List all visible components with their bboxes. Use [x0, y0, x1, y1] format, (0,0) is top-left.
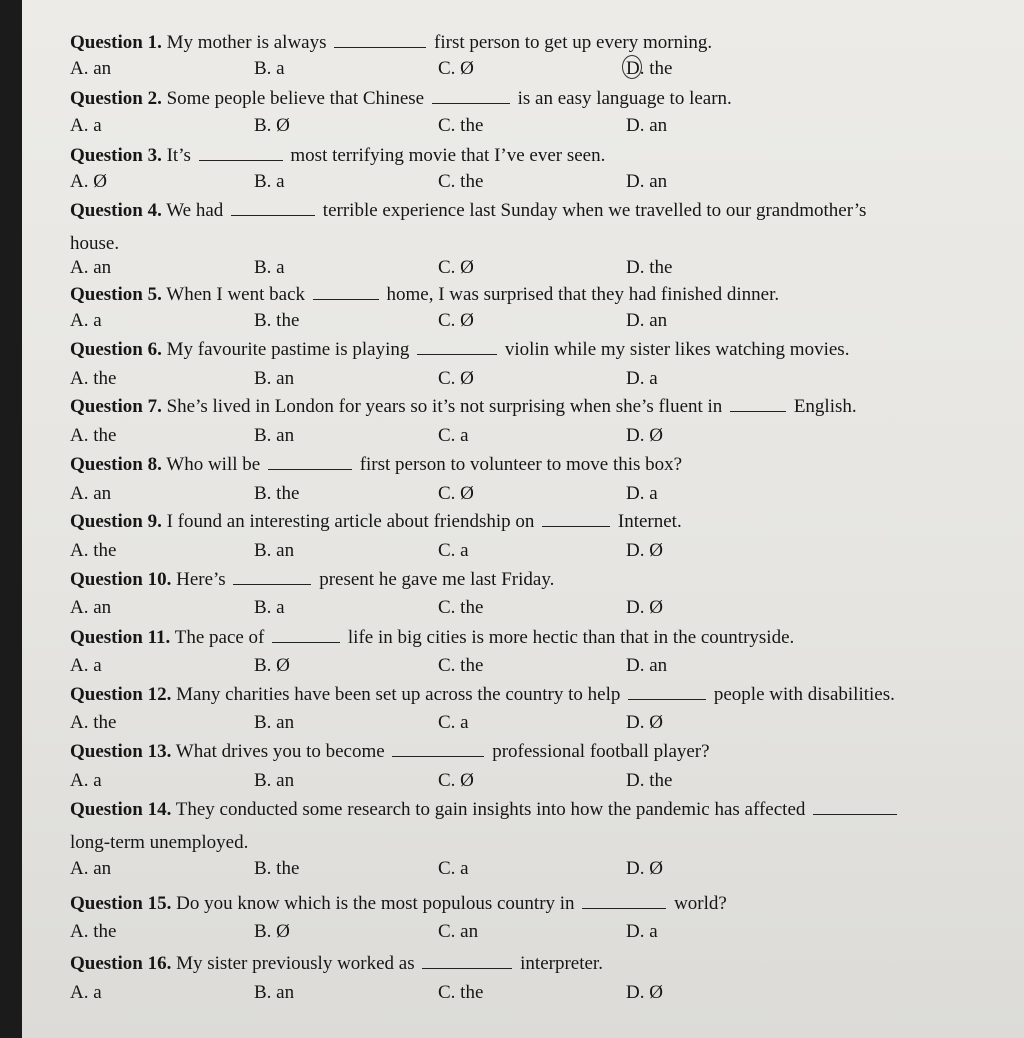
question-7 [70, 396, 1010, 417]
question-text-after-blank: people with disabilities. [709, 684, 895, 705]
option-b[interactable]: B. the [254, 858, 300, 879]
option-b[interactable]: B. an [254, 982, 295, 1003]
option-a[interactable]: A. the [70, 425, 117, 446]
option-c[interactable]: C. the [438, 655, 484, 676]
question-number: Question 13. [70, 741, 172, 762]
option-a[interactable]: A. the [70, 921, 117, 942]
option-b[interactable]: B. Ø [254, 115, 290, 136]
question-text-before-blank: When I went back [161, 284, 310, 305]
question-10 [70, 569, 1010, 590]
option-c[interactable]: C. Ø [438, 257, 474, 278]
question-text-after-blank: home, I was surprised that they had finished dinner. [381, 284, 780, 305]
option-c[interactable]: C. Ø [438, 310, 474, 331]
option-c[interactable]: C. Ø [438, 368, 474, 389]
question-number: Question 7. [70, 396, 162, 417]
answer-blank [268, 455, 352, 470]
question-5 [70, 284, 1010, 305]
options-row [70, 858, 1010, 880]
answer-blank [813, 800, 897, 815]
question-text-after-blank: interpreter. [515, 953, 603, 974]
question-6 [70, 339, 1010, 360]
question-text-after-blank: English. [789, 396, 857, 417]
question-number: Question 12. [70, 684, 172, 705]
question-text-before-blank: My sister previously worked as [171, 953, 420, 974]
question-text-before-blank: It’s [161, 145, 196, 166]
option-b[interactable]: B. an [254, 425, 295, 446]
option-c[interactable]: C. a [438, 425, 469, 446]
option-c[interactable]: C. an [438, 921, 479, 942]
option-d[interactable]: D. Ø [626, 540, 663, 561]
question-13 [70, 741, 1010, 762]
question-9 [70, 511, 1010, 532]
answer-blank [313, 285, 379, 300]
option-d[interactable]: D. Ø [626, 982, 663, 1003]
answer-blank [730, 397, 786, 412]
question-text-before-blank: Who will be [161, 454, 265, 475]
question-1 [70, 32, 1010, 53]
option-c[interactable]: C. a [438, 858, 469, 879]
option-d[interactable]: D. a [626, 921, 658, 942]
question-number: Question 1. [70, 32, 162, 53]
option-d[interactable]: D. an [626, 655, 668, 676]
option-b[interactable]: B. an [254, 770, 295, 791]
question-text-continuation: long-term unemployed. [70, 832, 249, 853]
options-row [70, 425, 1010, 447]
option-b[interactable]: B. the [254, 483, 300, 504]
option-b[interactable]: B. a [254, 257, 285, 278]
question-number: Question 2. [70, 88, 162, 109]
option-b[interactable]: B. a [254, 171, 285, 192]
question-number: Question 14. [70, 799, 172, 820]
question-text-after-blank: first person to get up every morning. [429, 32, 713, 53]
option-a[interactable]: A. an [70, 483, 112, 504]
answer-blank [233, 570, 311, 585]
question-text-after-blank: world? [669, 893, 727, 914]
option-b[interactable]: B. an [254, 368, 295, 389]
question-text-before-blank: My mother is always [161, 32, 332, 53]
question-number: Question 9. [70, 511, 162, 532]
question-number: Question 16. [70, 953, 172, 974]
question-text-before-blank: Many charities have been set up across the country to help [171, 684, 626, 705]
question-4 [70, 200, 1010, 254]
option-d[interactable]: D. the [626, 58, 672, 80]
question-text-before-blank: She’s lived in London for years so it’s not surprising when she’s fluent in [161, 396, 728, 417]
option-a[interactable]: A. the [70, 712, 117, 733]
question-text-before-blank: We had [161, 200, 229, 221]
options-row [70, 982, 1010, 1004]
option-a[interactable]: A. an [70, 58, 112, 79]
option-b[interactable]: B. Ø [254, 655, 290, 676]
question-8 [70, 454, 1010, 475]
question-text-continuation: house. [70, 233, 120, 254]
option-b[interactable]: B. an [254, 540, 295, 561]
question-text-after-blank: terrible experience last Sunday when we travelled to our grandmother’s [318, 200, 867, 221]
option-b[interactable]: B. the [254, 310, 300, 331]
options-row [70, 368, 1010, 390]
answer-blank [392, 742, 484, 757]
question-text-after-blank: most terrifying movie that I’ve ever seen. [285, 145, 606, 166]
question-text-before-blank: Here’s [171, 569, 231, 590]
options-row [70, 770, 1010, 792]
question-number: Question 10. [70, 569, 172, 590]
option-a[interactable]: A. Ø [70, 171, 107, 192]
options-row [70, 655, 1010, 677]
question-2 [70, 88, 1010, 109]
options-row [70, 921, 1010, 943]
option-d[interactable]: D. the [626, 770, 673, 791]
option-b[interactable]: B. Ø [254, 921, 290, 942]
option-d[interactable]: D. an [626, 310, 668, 331]
answer-blank [582, 894, 666, 909]
question-14 [70, 799, 1010, 853]
option-b[interactable]: B. an [254, 712, 295, 733]
options-row [70, 115, 1010, 137]
options-row [70, 540, 1010, 562]
question-text-after-blank: is an easy language to learn. [512, 88, 732, 109]
option-d[interactable]: D. an [626, 115, 668, 136]
answer-blank [432, 89, 510, 104]
answer-blank [542, 512, 610, 527]
handwritten-circle-mark [622, 55, 642, 79]
option-d[interactable]: D. the [626, 257, 673, 278]
answer-blank [628, 685, 706, 700]
question-text-before-blank: Some people believe that Chinese [161, 88, 429, 109]
question-text-after-blank: present he gave me last Friday. [314, 569, 555, 590]
question-text-after-blank: Internet. [613, 511, 682, 532]
question-text-before-blank: Do you know which is the most populous country in [171, 893, 580, 914]
question-number: Question 6. [70, 339, 162, 360]
option-d[interactable]: D. a [626, 483, 658, 504]
option-d[interactable]: D. Ø [626, 712, 663, 733]
option-c[interactable]: C. the [438, 171, 484, 192]
question-text-before-blank: They conducted some research to gain insights into how the pandemic has affected [171, 799, 811, 820]
question-text-before-blank: The pace of [170, 627, 270, 648]
options-row [70, 257, 1010, 279]
question-text-after-blank: first person to volunteer to move this box? [354, 454, 683, 475]
option-c[interactable]: C. a [438, 712, 469, 733]
options-row [70, 483, 1010, 505]
answer-blank [334, 33, 426, 48]
option-a[interactable]: A. a [70, 982, 102, 1003]
option-d[interactable]: D. Ø [626, 858, 663, 879]
question-text-after-blank: professional football player? [487, 741, 710, 762]
answer-blank [272, 628, 340, 643]
question-number: Question 5. [70, 284, 162, 305]
option-c[interactable]: C. the [438, 115, 484, 136]
option-a[interactable]: A. an [70, 257, 112, 278]
question-number: Question 8. [70, 454, 162, 475]
question-number: Question 3. [70, 145, 162, 166]
question-16 [70, 953, 1010, 974]
option-a[interactable]: A. an [70, 597, 112, 618]
answer-blank [417, 340, 497, 355]
option-c[interactable]: C. Ø [438, 483, 474, 504]
question-text-before-blank: My favourite pastime is playing [161, 339, 415, 360]
options-row [70, 58, 1010, 80]
answer-blank [231, 201, 315, 216]
options-row [70, 171, 1010, 193]
option-d[interactable]: D. a [626, 368, 658, 389]
question-text-before-blank: What drives you to become [171, 741, 390, 762]
option-a[interactable]: A. a [70, 115, 102, 136]
question-number: Question 4. [70, 200, 162, 221]
question-number: Question 11. [70, 627, 171, 648]
option-a[interactable]: A. a [70, 770, 102, 791]
worksheet-page [22, 0, 1024, 1038]
option-a[interactable]: A. the [70, 368, 117, 389]
option-c[interactable]: C. Ø [438, 58, 474, 79]
option-a[interactable]: A. an [70, 858, 112, 879]
question-text-after-blank: life in big cities is more hectic than that in the countryside. [343, 627, 795, 648]
option-b[interactable]: B. a [254, 597, 285, 618]
option-d[interactable]: D. Ø [626, 425, 663, 446]
question-text-after-blank: violin while my sister likes watching movies. [500, 339, 850, 360]
option-c[interactable]: C. a [438, 540, 469, 561]
option-c[interactable]: C. Ø [438, 770, 474, 791]
option-d[interactable]: D. an [626, 171, 668, 192]
option-b[interactable]: B. a [254, 58, 285, 79]
option-c[interactable]: C. the [438, 597, 484, 618]
question-15 [70, 893, 1010, 914]
question-3 [70, 145, 1010, 166]
options-row [70, 597, 1010, 619]
question-number: Question 15. [70, 893, 172, 914]
answer-blank [422, 954, 512, 969]
option-a[interactable]: A. the [70, 540, 117, 561]
options-row [70, 712, 1010, 734]
option-a[interactable]: A. a [70, 655, 102, 676]
option-c[interactable]: C. the [438, 982, 484, 1003]
option-d[interactable]: D. Ø [626, 597, 663, 618]
answer-blank [199, 146, 283, 161]
options-row [70, 310, 1010, 332]
question-11 [70, 627, 1010, 648]
question-12 [70, 684, 1010, 705]
question-text-before-blank: I found an interesting article about friendship on [161, 511, 540, 532]
option-a[interactable]: A. a [70, 310, 102, 331]
